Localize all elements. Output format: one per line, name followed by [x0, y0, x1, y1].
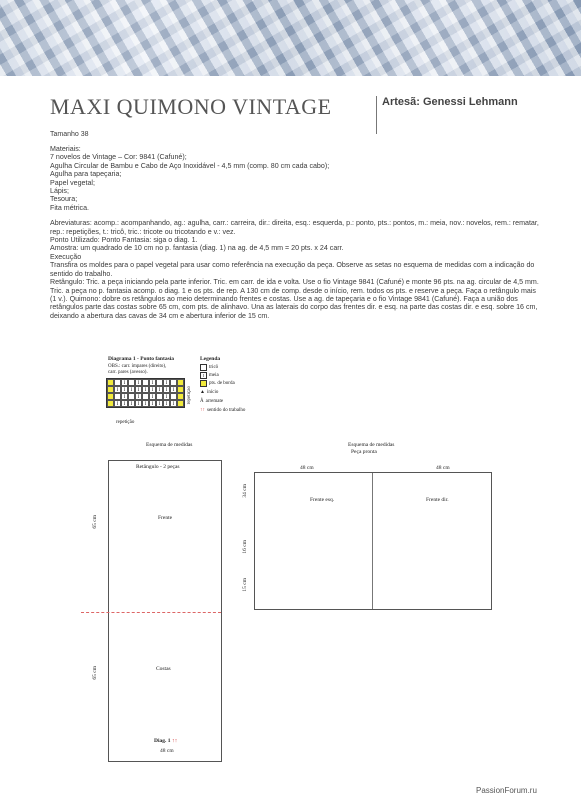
grid-cell: I	[156, 386, 163, 393]
legend-item: ▲ início	[200, 390, 219, 395]
start-icon: ▲	[200, 390, 205, 395]
grid-cell: I	[135, 379, 142, 386]
grid-cell	[107, 393, 114, 400]
author: Artesã: Genessi Lehmann	[382, 96, 518, 108]
materials-heading: Materiais:	[50, 145, 81, 153]
grid-cell: I	[156, 400, 163, 407]
kimono-outline	[254, 472, 492, 610]
grid-cell	[177, 379, 184, 386]
material-item: Agulha para tapeçaria;	[50, 170, 122, 179]
rectangle-text: Retângulo: Tric. a peça iniciando pela parte inferior. Tric. em carr. de ida e volta. Use o fio Vintage 9841 (Cafuné) e monte 96 pts. na ag. circular de 4,5 mm. Tric. a peça no p. fantasia acomp. o diag. 1 e os pts. de rep. A 130 cm de comp. desde o início, rem. todos os pts. e reserve a peça. Faça o retângulo mais (1 v.). Quimono: dobre os retângulos ao meio determinando frentes e costas. Use a ag. de tapeçaria e o fio Vintage 9841 (Cafuné). Faça a união dos retângulos parte das costas sobre 65 cm, com pts. de alinhavo. Una as laterais do corpo das frentes dir. e esq. na parte das costas dir. e esq. sobre 16 cm, deixando a abertura das cavas de 34 cm e abertura inferior de 15 cm.	[50, 278, 539, 320]
grid-cell: I	[149, 400, 156, 407]
page-title: MAXI QUIMONO VINTAGE	[50, 94, 332, 119]
diagram-note: carr. pares (avesso).	[108, 370, 148, 375]
back-label: Costas	[156, 666, 171, 672]
width-label: 48 cm	[160, 748, 174, 754]
grid-cell	[128, 393, 135, 400]
width-label: 48 cm	[300, 465, 314, 471]
diagram-title: Diagrama 1 - Ponto fantasia	[108, 356, 174, 362]
width-label: 48 cm	[436, 465, 450, 471]
grid-cell: I	[135, 386, 142, 393]
material-item: 7 novelos de Vintage – Cor: 9841 (Cafuné);	[50, 153, 187, 162]
grid-cell: I	[142, 386, 149, 393]
grid-cell	[107, 386, 114, 393]
grid-cell	[177, 400, 184, 407]
grid-cell: I	[114, 386, 121, 393]
measurement-scheme-rectangle	[80, 440, 240, 770]
stitch-used: Ponto Utilizado: Ponto Fantasia: siga o diag. 1.	[50, 236, 198, 245]
divider	[376, 96, 377, 134]
grid-cell	[170, 393, 177, 400]
rectangle-outline	[108, 460, 222, 762]
grid-cell: I	[135, 393, 142, 400]
grid-cell	[170, 379, 177, 386]
grid-cell: I	[163, 393, 170, 400]
material-item: Lápis;	[50, 187, 69, 196]
front-label: Frente	[158, 515, 173, 521]
grid-cell	[114, 393, 121, 400]
grid-cell: I	[121, 393, 128, 400]
measurement-scheme-finished	[240, 440, 500, 620]
grid-cell: I	[121, 379, 128, 386]
material-item: Papel vegetal;	[50, 178, 95, 187]
diagram-note: OBS.: carr. ímpares (direito),	[108, 364, 167, 369]
legend-item: ↑↑ sentido do trabalho	[200, 408, 246, 413]
repeat-label: repetição	[116, 420, 135, 425]
scheme-heading: Esquema de medidas	[348, 442, 395, 448]
legend-title: Legenda	[200, 356, 221, 362]
side-seam-label: 16 cm	[242, 540, 248, 554]
legend-item: tricô	[200, 364, 218, 371]
bottom-opening-label: 15 cm	[242, 578, 248, 592]
yarn-photo-banner	[0, 0, 581, 76]
watermark: PassionForum.ru	[476, 786, 537, 795]
grid-cell: I	[128, 386, 135, 393]
grid-cell	[128, 379, 135, 386]
material-item: Tesoura;	[50, 195, 78, 204]
center-opening	[372, 473, 373, 609]
rectangle-label: Retângulo - 2 peças	[136, 464, 180, 470]
grid-cell	[107, 379, 114, 386]
grid-cell: I	[128, 400, 135, 407]
gauge: Amostra: um quadrado de 10 cm no p. fantasia (diag. 1) na ag. de 4,5 mm = 20 pts. x 24 carr.	[50, 244, 344, 253]
abbreviations: Abreviaturas: acomp.: acompanhando, ag.: agulha, carr.: carreira, dir.: direita, esq.: esquerda, p.: ponto, pts.: pontos, m.: meia, nov.: novelos, rem.: rematar, rep.: repetições, t.: tricô, tric.: tricote ou tricotando e v.: vez.	[50, 219, 539, 236]
grid-cell: I	[170, 386, 177, 393]
grid-cell: I	[149, 379, 156, 386]
material-item: Fita métrica.	[50, 203, 90, 212]
stitch-grid	[106, 378, 185, 408]
grid-cell	[156, 393, 163, 400]
grid-cell: I	[163, 379, 170, 386]
execution-text: Transfira os moldes para o papel vegetal para usar como referência na execução da peça. Observe as setas no esquema de medidas com a indicação do sentido do trabalho.	[50, 261, 535, 278]
legend-item: Å arremate	[200, 399, 224, 404]
left-front-label: Frente esq.	[310, 497, 335, 503]
grid-cell: I	[135, 400, 142, 407]
grid-cell: I	[142, 400, 149, 407]
height-label: 65 cm	[92, 515, 98, 529]
armhole-label: 34 cm	[242, 484, 248, 498]
grid-cell	[156, 379, 163, 386]
legend-item: I meia	[200, 372, 219, 379]
grid-cell	[142, 393, 149, 400]
grid-cell: I	[170, 400, 177, 407]
edge-stitch-icon	[200, 380, 207, 387]
diagram-ref: Diag. 1 ↑↑	[154, 738, 178, 744]
grid-cell: I	[149, 386, 156, 393]
material-item: Agulha Circular de Bambu e Cabo de Aço Inoxidável - 4,5 mm (comp. 80 cm cada cabo);	[50, 161, 330, 170]
purl-icon: I	[200, 372, 207, 379]
height-label: 65 cm	[92, 666, 98, 680]
grid-cell	[114, 379, 121, 386]
knit-icon	[200, 364, 207, 371]
grid-cell: I	[121, 386, 128, 393]
legend-item: pts. de borda	[200, 380, 235, 387]
grid-cell	[107, 400, 114, 407]
scheme-subtitle: Peça pronta	[351, 449, 377, 455]
grid-cell	[177, 393, 184, 400]
execution-heading: Execução	[50, 252, 82, 261]
grid-cell	[142, 379, 149, 386]
right-front-label: Frente dir.	[426, 497, 449, 503]
grid-cell	[177, 386, 184, 393]
grid-cell: I	[121, 400, 128, 407]
size-label: Tamanho 38	[50, 131, 89, 138]
grid-cell: I	[149, 393, 156, 400]
instructions	[50, 145, 540, 320]
bindoff-icon: Å	[200, 399, 204, 404]
grid-cell: I	[114, 400, 121, 407]
direction-arrow-icon: ↑↑	[200, 408, 205, 413]
scheme-heading: Esquema de medidas	[146, 442, 193, 448]
repeat-label: repetição	[187, 386, 192, 405]
grid-cell: I	[163, 400, 170, 407]
stitch-diagram	[92, 356, 272, 436]
fold-line	[81, 612, 221, 613]
grid-cell: I	[163, 386, 170, 393]
